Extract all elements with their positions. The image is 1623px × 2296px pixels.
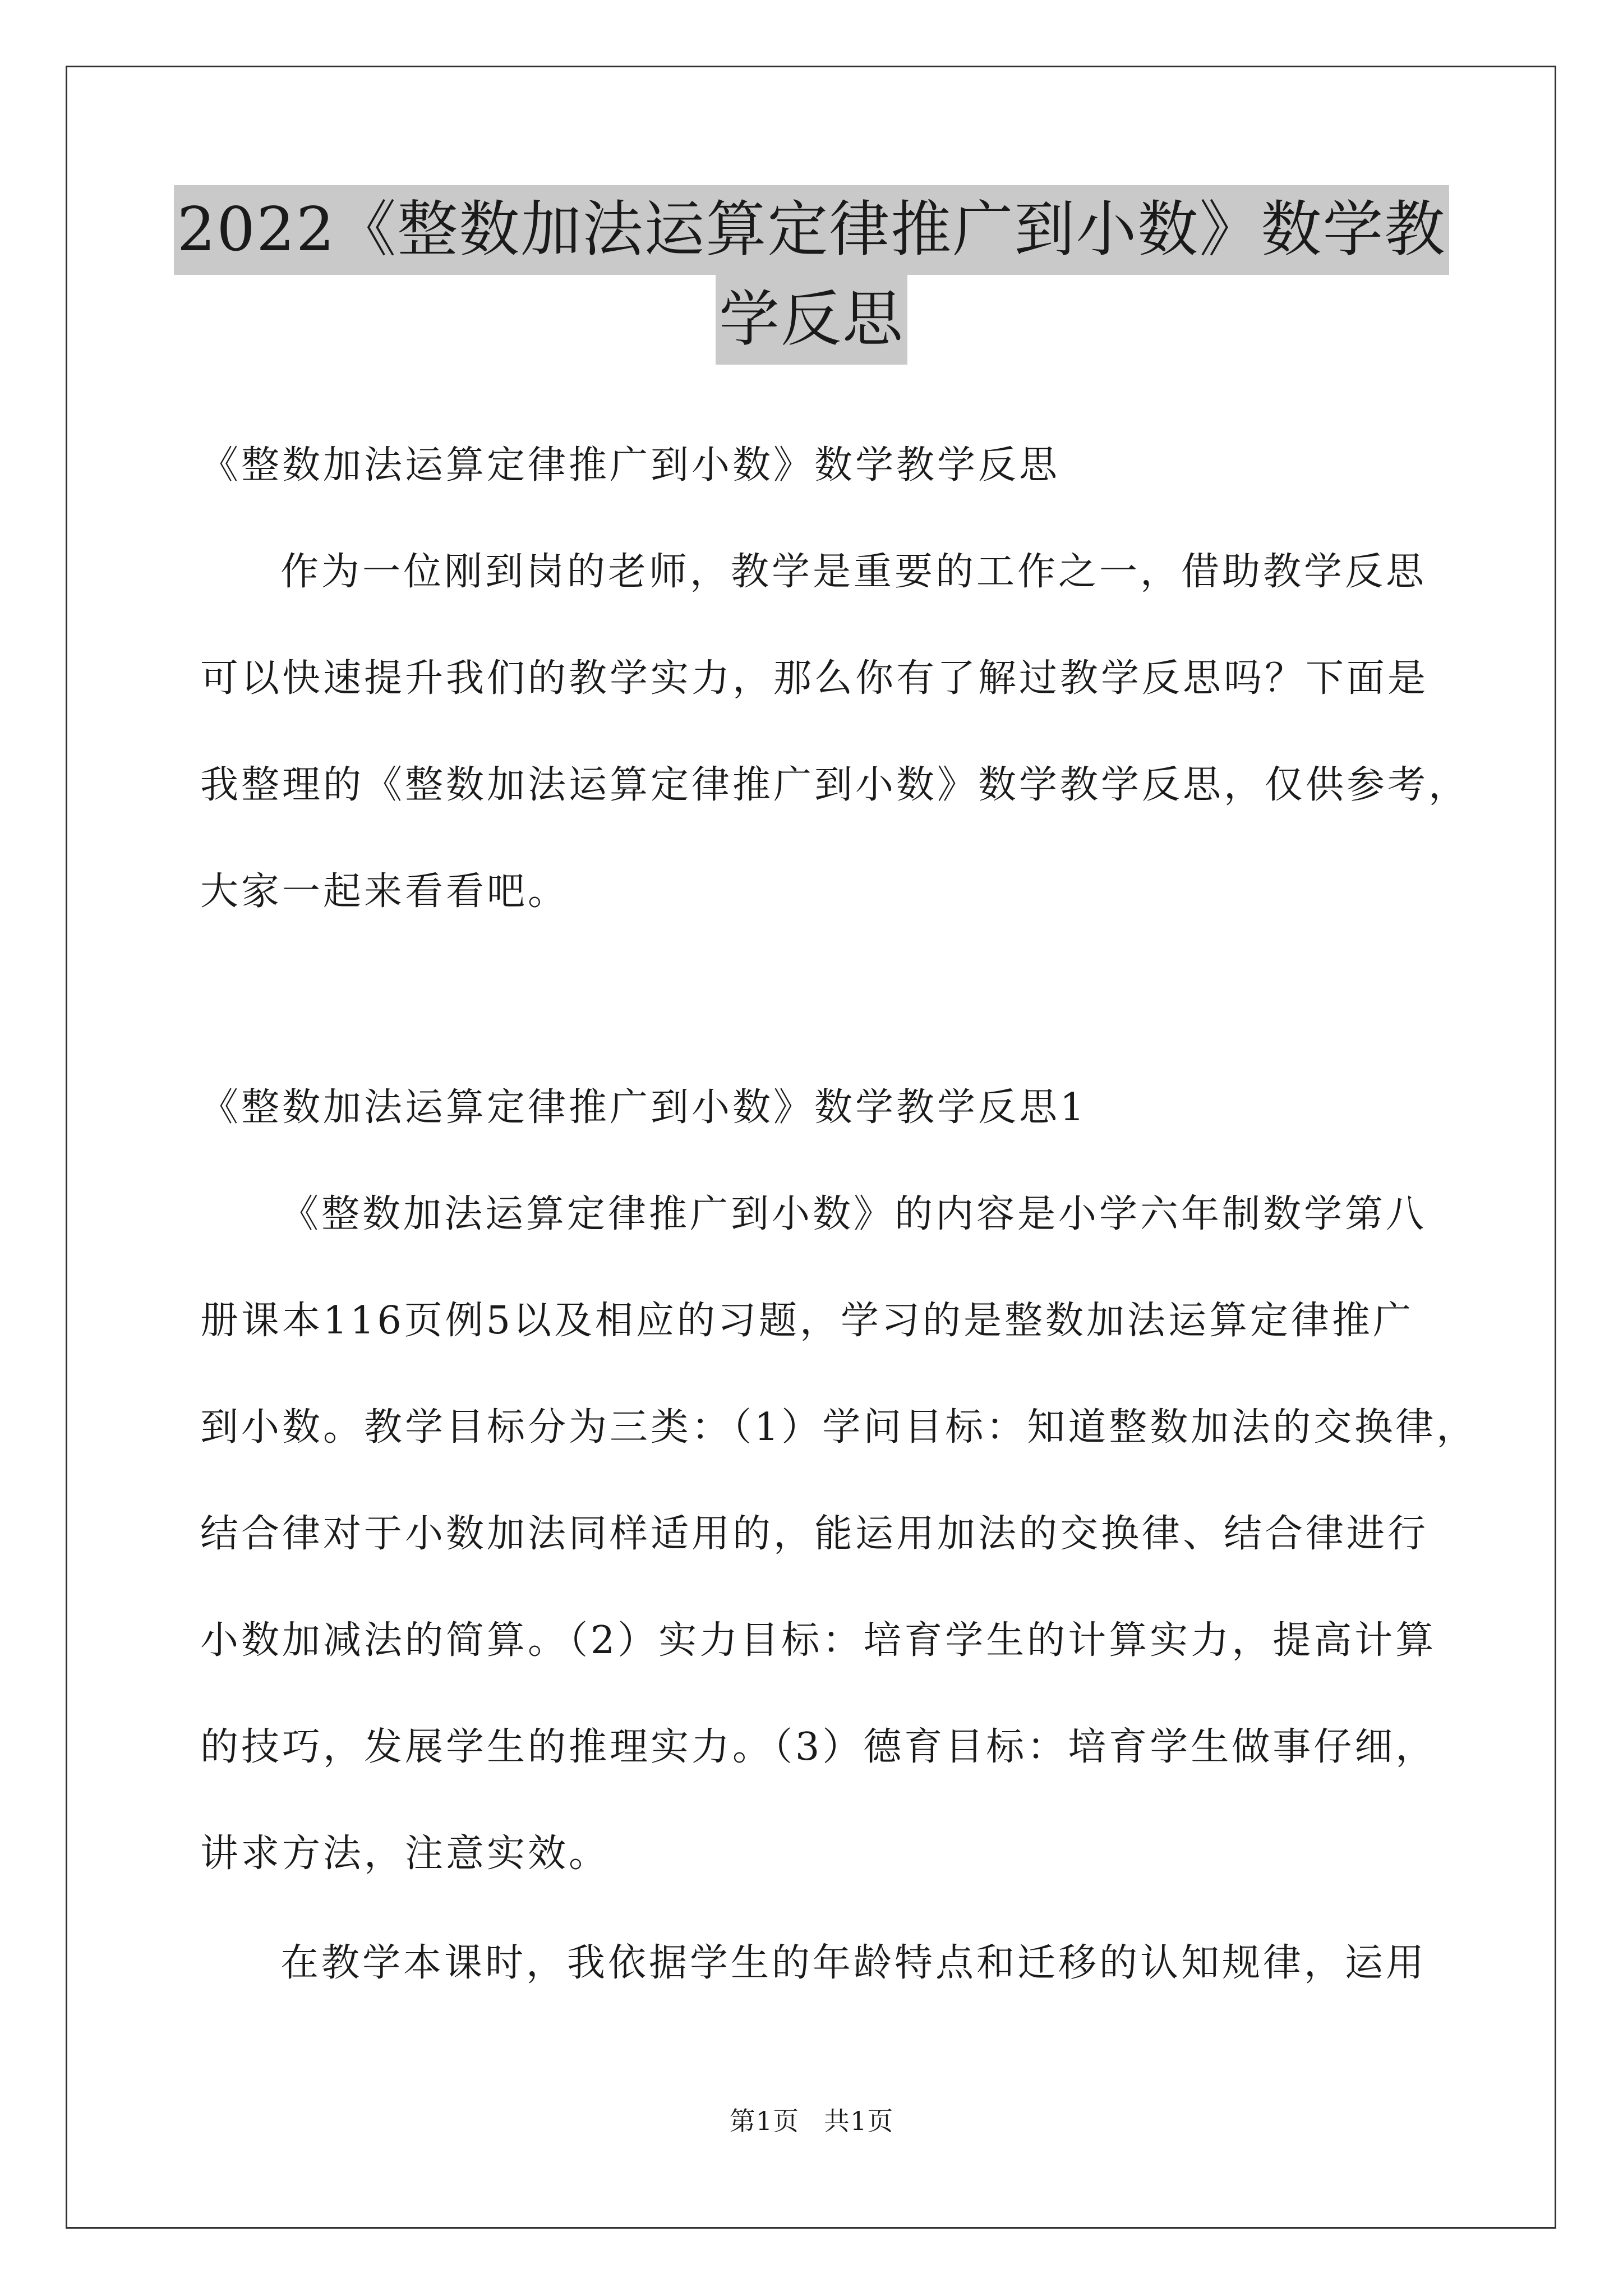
body-line: 在教学本课时，我依据学生的年龄特点和迁移的认知规律，运用 — [280, 1941, 1427, 1985]
body-line: 册课本116页例5以及相应的习题，学习的是整数加法运算定律推广 — [200, 1299, 1414, 1343]
body-line: 的技巧，发展学生的推理实力。（3）德育目标：培育学生做事仔细， — [200, 1725, 1437, 1769]
intro-line: 我整理的《整数加法运算定律推广到小数》数学教学反思，仅供参考， — [200, 763, 1470, 807]
intro-line: 可以快速提升我们的教学实力，那么你有了解过教学反思吗？下面是 — [200, 656, 1429, 701]
page-number: 第1页 — [729, 2106, 799, 2136]
body-line: 讲求方法，注意实效。 — [200, 1832, 610, 1876]
subtitle: 《整数加法运算定律推广到小数》数学教学反思 — [200, 443, 1061, 487]
page-footer — [0, 2101, 1623, 2138]
title-line-2: 学反思 — [716, 275, 907, 365]
intro-line: 大家一起来看看吧。 — [200, 869, 569, 914]
body-line: 结合律对于小数加法同样适用的，能运用加法的交换律、结合律进行 — [200, 1512, 1429, 1556]
body-line: 《整数加法运算定律推广到小数》的内容是小学六年制数学第八 — [280, 1192, 1427, 1236]
body-line: 小数加减法的简算。（2）实力目标：培育学生的计算实力，提高计算 — [200, 1618, 1437, 1663]
page-total: 共1页 — [824, 2106, 894, 2136]
document-title — [0, 185, 1623, 365]
section-heading: 《整数加法运算定律推广到小数》数学教学反思1 — [200, 1085, 1087, 1130]
body-line: 到小数。教学目标分为三类：（1）学问目标：知道整数加法的交换律， — [200, 1405, 1478, 1450]
title-line-1: 2022《整数加法运算定律推广到小数》数学教 — [174, 185, 1450, 275]
intro-line: 作为一位刚到岗的老师，教学是重要的工作之一，借助教学反思 — [280, 550, 1427, 594]
page-frame — [66, 66, 1556, 2229]
